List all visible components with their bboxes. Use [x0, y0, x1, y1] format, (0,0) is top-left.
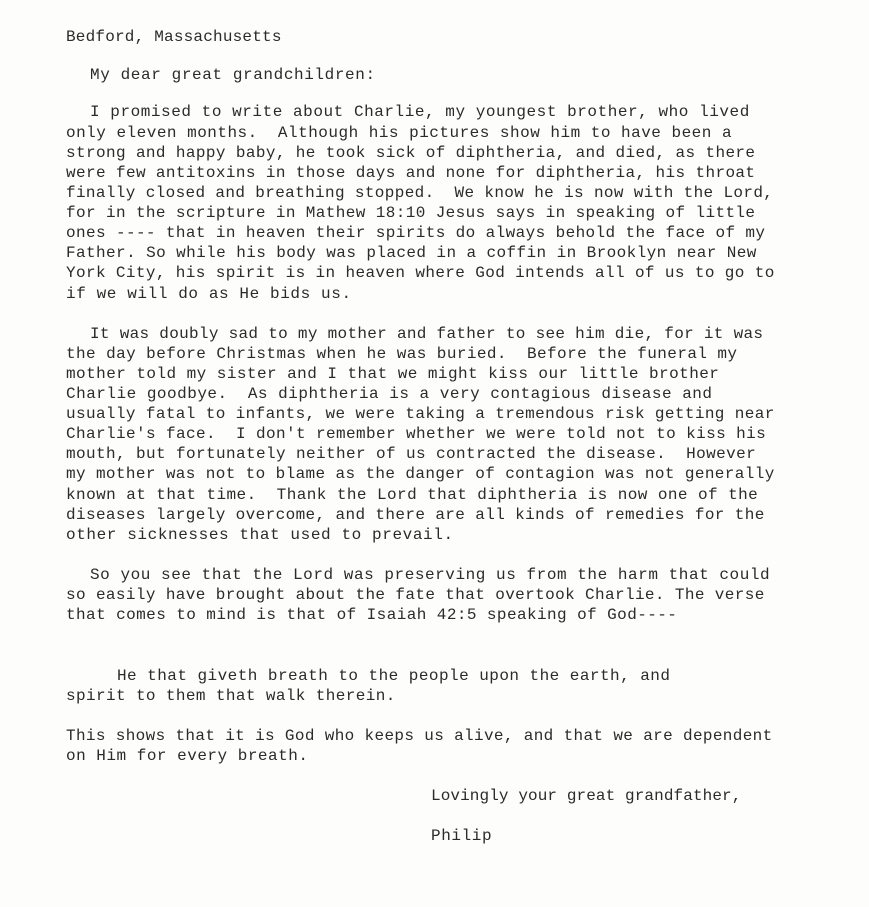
paragraph-2-line: known at that time. Thank the Lord that diphtheria is now one of the — [66, 486, 759, 504]
paragraph-1-line: Father. So while his body was placed in a coffin in Brooklyn near New — [66, 244, 757, 262]
paragraph-1-line: York City, his spirit is in heaven where God intends all of us to go to — [66, 264, 775, 282]
letter-signature: Philip — [431, 827, 493, 845]
paragraph-3-line: that comes to mind is that of Isaiah 42:5 speaking of God---- — [66, 606, 678, 624]
paragraph-2-line: other sicknesses that used to prevail. — [66, 526, 454, 544]
scripture-quote-line: He that giveth breath to the people upon the earth, and — [117, 667, 671, 685]
paragraph-2-line: usually fatal to infants, we were taking a tremendous risk getting near — [66, 405, 775, 423]
paragraph-2-line: mother told my sister and I that we might kiss our little brother — [66, 365, 720, 383]
paragraph-2-line: mouth, but fortunately neither of us contracted the disease. However — [66, 445, 757, 463]
paragraph-1-line: if we will do as He bids us. — [66, 285, 352, 303]
paragraph-2-line: my mother was not to blame as the danger of contagion was not generally — [66, 465, 775, 483]
scripture-quote-line: spirit to them that walk therein. — [66, 687, 396, 705]
letter-closing: Lovingly your great grandfather, — [431, 787, 742, 805]
paragraph-2-line: diseases largely overcome, and there are all kinds of remedies for the — [66, 506, 765, 524]
paragraph-2-line: It was doubly sad to my mother and father to see him die, for it was — [90, 325, 764, 343]
paragraph-1-line: I promised to write about Charlie, my youngest brother, who lived — [90, 103, 750, 121]
paragraph-4-line: on Him for every breath. — [66, 747, 309, 765]
paragraph-1-line: finally closed and breathing stopped. We know he is now with the Lord, — [66, 184, 774, 202]
paragraph-1-line: strong and happy baby, he took sick of diphtheria, and died, as there — [66, 144, 756, 162]
paragraph-2-line: Charlie goodbye. As diphtheria is a very contagious disease and — [66, 385, 713, 403]
paragraph-1-line: for in the scripture in Mathew 18:10 Jesus says in speaking of little — [66, 204, 756, 222]
letter-salutation: My dear great grandchildren: — [90, 66, 376, 84]
paragraph-3-line: So you see that the Lord was preserving us from the harm that could — [90, 566, 771, 584]
paragraph-2-line: the day before Christmas when he was buried. Before the funeral my — [66, 345, 738, 363]
paragraph-1-line: were few antitoxins in those days and none for diphtheria, his throat — [66, 164, 756, 182]
paragraph-3-line: so easily have brought about the fate that overtook Charlie. The verse — [66, 586, 765, 604]
letter-place: Bedford, Massachusetts — [66, 28, 282, 46]
paragraph-4-line: This shows that it is God who keeps us alive, and that we are dependent — [66, 727, 773, 745]
paragraph-2-line: Charlie's face. I don't remember whether we were told not to kiss his — [66, 425, 767, 443]
paragraph-1-line: ones ---- that in heaven their spirits do always behold the face of my — [66, 224, 766, 242]
paragraph-1-line: only eleven months. Although his pictures show him to have been a — [66, 124, 733, 142]
